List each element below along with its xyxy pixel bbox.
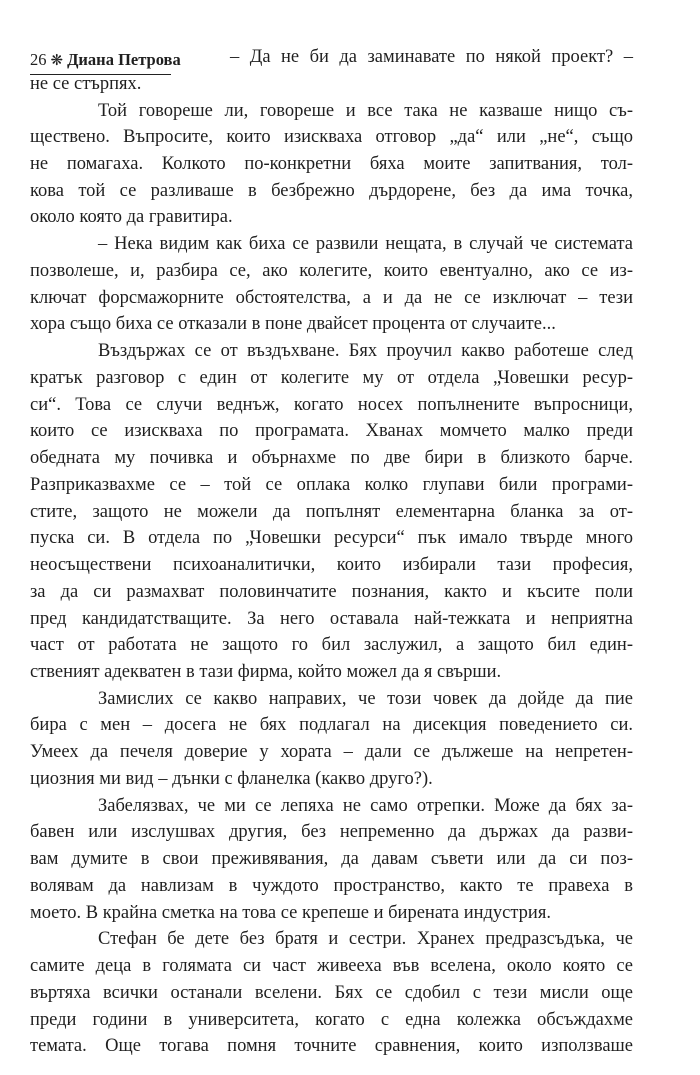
text-line: си“. Това се случи веднъж, когато носех попълнените въпросници, [30, 394, 633, 415]
text-line: самите деца в голямата си част живееха във вселена, около която се [30, 956, 633, 977]
text-line: темата. Още тогава помня точните сравнения, които използваше [30, 1036, 633, 1057]
text-line: неосъществени психоаналитички, които избирали тази професия, [30, 555, 633, 575]
page-number: 26 [30, 50, 47, 69]
text-line: волявам да навлизам в чуждото пространство, както те правеха в [30, 875, 633, 896]
text-line: – Да не би да заминавате по някой проект? – [230, 47, 633, 67]
text-line: ственият адекватен в тази фирма, който можел да я свърши. [30, 661, 502, 682]
text-line: обедната му почивка и обърнахме по две бири в близкото барче. [30, 448, 633, 469]
text-line: Забелязвах, че ми се лепяха не само отрепки. Може да бях за- [98, 795, 633, 816]
text-line: пуска си. В отдела по „Човешки ресурси“ пък имало твърде много [30, 528, 633, 549]
text-line: бира с мен – досега не бях подлагал на дисекция поведението си. [30, 715, 633, 736]
text-line: Замислих се какво направих, че този човек да дойде да пие [98, 688, 633, 709]
text-line: за да си размахват половинчатите познания, както и късите поли [30, 581, 633, 602]
text-line: не се стърпях. [30, 73, 142, 94]
text-line: бавен или изслушвах другия, без непременно да държах да разви- [30, 822, 633, 843]
text-line: преди години в университета, когато с една колежка обсъждахме [30, 1009, 633, 1030]
text-line: пред кандидатстващите. За него оставала най-тежката и неприятна [30, 608, 633, 629]
text-line: ключат форсмажорните обстоятелства, а и да не се изключат – тези [30, 287, 633, 308]
text-line: моето. В крайна сметка на това се крепеше и бирената индустрия. [30, 902, 551, 923]
text-line: кратък разговор с един от колегите му от отдела „Човешки ресур- [30, 367, 633, 388]
text-line: не помагаха. Колкото по-конкретни бяха моите запитвания, тол- [30, 153, 633, 174]
text-line: които се изискваха по програмата. Хванах момчето малко преди [30, 421, 633, 442]
text-line: Въздържах се от въздъхване. Бях проучил какво работеше след [98, 341, 633, 362]
text-line: стите, защото не можели да попълнят елементарна бланка за от- [30, 501, 633, 522]
text-line: ществено. Въпросите, които изискваха отговор „да“ или „не“, също [30, 127, 633, 148]
text-line: вам думите в свои преживявания, да давам съвети или да си поз- [30, 849, 633, 870]
text-line: циозния ми вид – дънки с фланелка (какво друго?). [30, 768, 433, 789]
text-line: позволеше, и, разбира се, ако колегите, които евентуално, ако се из- [30, 260, 633, 281]
text-line: въртяха всички останали вселени. Бях се сдобил с тези мисли още [30, 982, 633, 1003]
text-line: Разприказвахме се – той се оплака колко глупави били програми- [30, 474, 633, 495]
text-line: Той говореше ли, говореше и все така не казваше нищо съ- [98, 100, 633, 121]
text-line: – Нека видим как биха се развили нещата, в случай че системата [98, 234, 633, 255]
text-line: кова той се разливаше в безбрежно дърдорене, без да има точка, [30, 180, 633, 201]
text-line: Стефан бе дете без братя и сестри. Хранех предразсъдъка, че [98, 929, 633, 950]
text-line: част от работата не защото го бил заслужил, а защото бил един- [30, 635, 633, 656]
text-line: хора също биха се отказали в поне двайсет процента от случаите... [30, 314, 556, 335]
text-line: Умеех да печеля доверие у хората – дали се дължеше на непретен- [30, 742, 633, 763]
ornament-icon: ❋ [50, 53, 64, 69]
text-line: около която да гравитира. [30, 207, 233, 228]
author-name: Диана Петрова [67, 50, 181, 69]
